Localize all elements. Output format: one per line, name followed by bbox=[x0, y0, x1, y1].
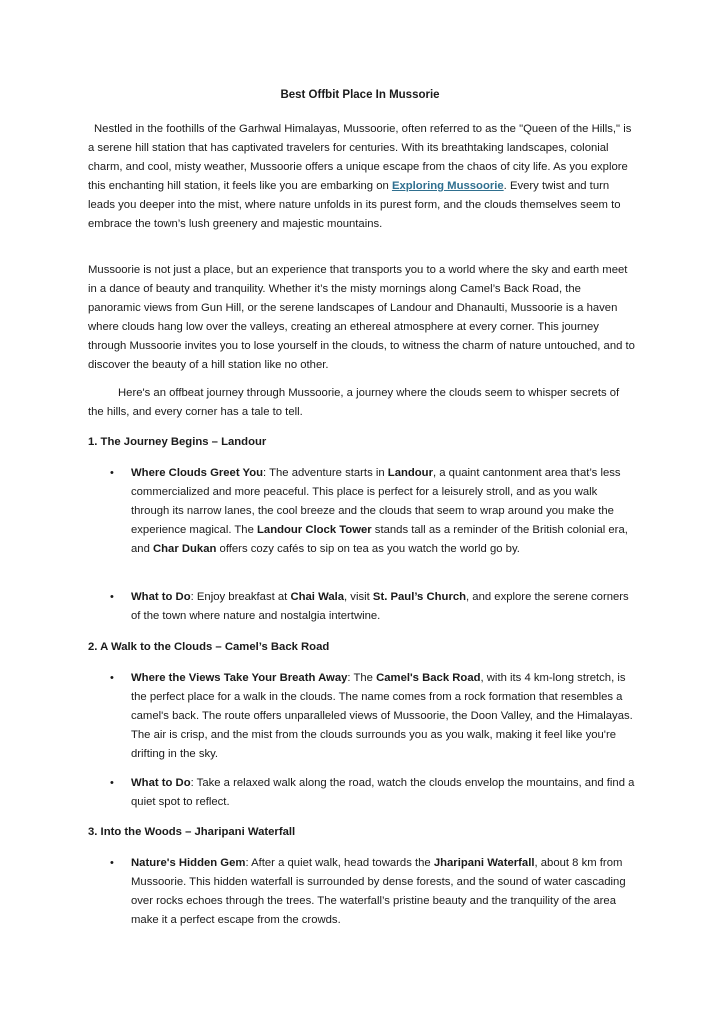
paragraph-2: Mussoorie is not just a place, but an experience that transports you to a world where the sky and earth meet in a dance of beauty and tranquility. Whether it’s the misty mornings along Camel’s Back Road, the panoramic views from Gun Hill, or the serene landscapes of Landour and Dhanaulti, Mussoorie is a haven where clouds hang low over the valleys, creating an ethereal atmosphere at every corner. This journey through Mussoorie invites you to lose yourself in the clouds, to witness the charm of nature untouched, and to discover the beauty of a hill station like no other. bbox=[88, 264, 635, 371]
bullet-marker: • bbox=[110, 467, 114, 479]
section-1-bullet-1: Where Clouds Greet You: The adventure starts in Landour, a quaint cantonment area that’s less commercialized and more peaceful. This place is perfect for a leisurely stroll, and as you walk through its narrow lanes, the cool breeze and the clouds that seem to wrap around you make the experience magical. The Landour Clock Tower stands tall as a reminder of the British colonial era, and Char Dukan offers cozy cafés to sip on tea as you watch the world go by. bbox=[131, 467, 628, 555]
section-2-bullet-2: What to Do: Take a relaxed walk along the road, watch the clouds envelop the mountains, and find a quiet spot to reflect. bbox=[131, 777, 635, 808]
paragraph-3: Here's an offbeat journey through Mussoorie, a journey where the clouds seem to whisper secrets of the hills, and every corner has a tale to tell. bbox=[88, 387, 620, 418]
section-3-heading: 3. Into the Woods – Jharipani Waterfall bbox=[88, 826, 296, 838]
bullet-marker: • bbox=[110, 777, 114, 789]
intro-paragraph: Nestled in the foothills of the Garhwal Himalayas, Mussoorie, often referred to as the "Queen of the Hills," is a serene hill station that has captivated travelers for centuries. With its breathtaking landscapes, colonial charm, and cool, misty weather, Mussoorie offers a unique escape from the chaos of city life. As you explore this enchanting hill station, it feels like you are embarking on Exploring Mussoorie. Every twist and turn leads you deeper into the mist, where nature unfolds in its purest form, and the clouds themselves seem to embrace the town’s lush greenery and majestic mountains. bbox=[88, 123, 632, 230]
section-1-heading: 1. The Journey Begins – Landour bbox=[88, 436, 267, 448]
exploring-mussoorie-link[interactable]: Exploring Mussoorie bbox=[391, 180, 504, 192]
section-1-bullet-2: What to Do: Enjoy breakfast at Chai Wala, visit St. Paul’s Church, and explore the serene corners of the town where nature and nostalgia intertwine. bbox=[131, 591, 629, 622]
bullet-marker: • bbox=[110, 672, 114, 684]
bullet-marker: • bbox=[110, 857, 114, 869]
section-2-heading: 2. A Walk to the Clouds – Camel’s Back Road bbox=[88, 641, 330, 653]
section-3-bullet-1: Nature's Hidden Gem: After a quiet walk, head towards the Jharipani Waterfall, about 8 km from Mussoorie. This hidden waterfall is surrounded by dense forests, and the sound of water cascading over rocks echoes through the trees. The waterfall’s pristine beauty and the tranquility of the area make it a perfect escape from the crowds. bbox=[131, 857, 626, 926]
document-title: Best Offbit Place In Mussorie bbox=[280, 89, 440, 101]
bullet-marker: • bbox=[110, 591, 114, 603]
section-2-bullet-1: Where the Views Take Your Breath Away: The Camel's Back Road, with its 4 km-long stretch, is the perfect place for a walk in the clouds. The name comes from a rock formation that resembles a camel's back. The route offers unparalleled views of Mussoorie, the Doon Valley, and the Himalayas. The air is crisp, and the mist from the clouds surrounds you as you walk, making it feel like you're drifting in the sky. bbox=[131, 672, 633, 760]
